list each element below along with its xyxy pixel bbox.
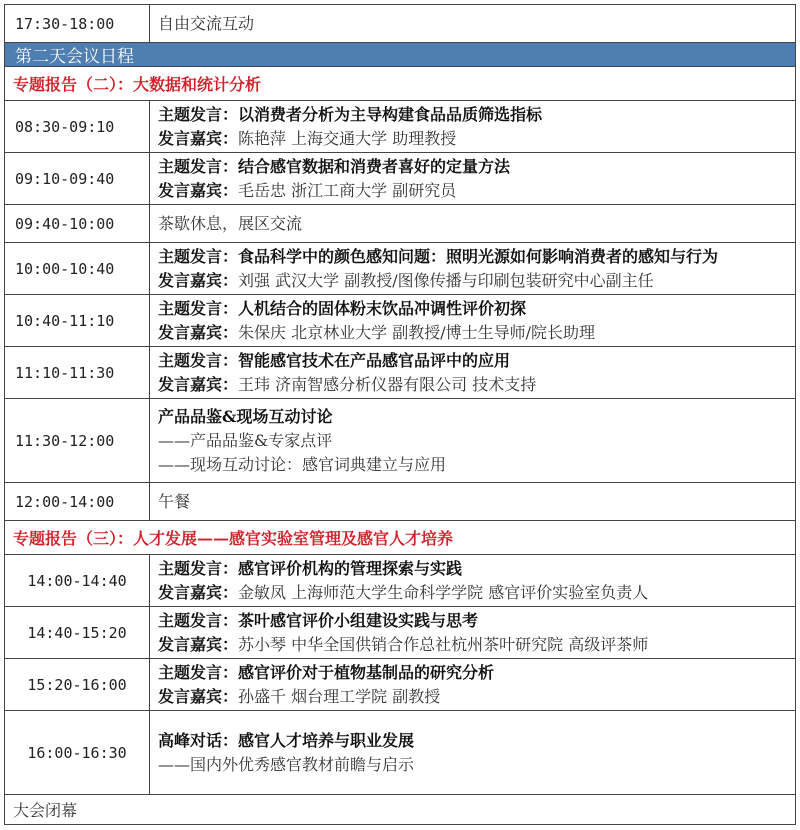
- topic-line: [158, 297, 795, 321]
- session-content: [149, 204, 796, 242]
- speaker-line: [158, 321, 795, 345]
- time-slot: 09:10-09:40: [4, 152, 149, 204]
- session-title: 产品品鉴&现场互动讨论: [158, 406, 333, 426]
- speaker-line: [158, 127, 795, 151]
- schedule-row: [4, 606, 796, 658]
- session-content: [149, 242, 796, 294]
- speaker-info: 金敏凤 上海师范大学生命科学学院 感官评价实验室负责人: [238, 582, 649, 602]
- speaker-label: 发言嘉宾：: [158, 180, 239, 200]
- section-title: 专题报告（三）：人才发展——感官实验室管理及感官人才培养: [4, 520, 796, 554]
- schedule-row: [4, 152, 796, 204]
- time-slot: 11:10-11:30: [4, 346, 149, 398]
- speaker-line: [158, 373, 795, 397]
- topic-line: [158, 661, 795, 685]
- schedule-row: [4, 100, 796, 152]
- session-content: [149, 554, 796, 606]
- day-header-row: [4, 42, 796, 66]
- time-slot: 12:00-14:00: [4, 482, 149, 520]
- time-slot: 08:30-09:10: [4, 100, 149, 152]
- topic-title: 食品科学中的颜色感知问题：照明光源如何影响消费者的感知与行为: [238, 246, 719, 266]
- session-subitem: ——产品品鉴&专家点评: [158, 430, 333, 450]
- speaker-info: 苏小琴 中华全国供销合作总社杭州茶叶研究院 高级评茶师: [238, 634, 649, 654]
- section-header-row: [4, 520, 796, 554]
- speaker-label: 发言嘉宾：: [158, 322, 239, 342]
- session-subitem: ——国内外优秀感官教材前瞻与启示: [158, 754, 415, 774]
- session-subitem: ——现场互动讨论：感官词典建立与应用: [158, 454, 447, 474]
- speaker-label: 发言嘉宾：: [158, 634, 239, 654]
- schedule-row: [4, 346, 796, 398]
- schedule-row: [4, 658, 796, 710]
- section-header-row: [4, 66, 796, 100]
- session-content: [149, 294, 796, 346]
- speaker-line: [158, 685, 795, 709]
- schedule-row: [4, 710, 796, 794]
- session-content: [149, 398, 796, 482]
- session-text: 午餐: [158, 491, 191, 511]
- topic-label: 主题发言：: [158, 246, 239, 266]
- speaker-label: 发言嘉宾：: [158, 270, 239, 290]
- topic-title: 人机结合的固体粉末饮品冲调性评价初探: [238, 298, 527, 318]
- table-bottom-border: [4, 824, 796, 825]
- schedule-row: [4, 204, 796, 242]
- time-slot: 10:00-10:40: [4, 242, 149, 294]
- speaker-info: 陈艳萍 上海交通大学 助理教授: [238, 128, 457, 148]
- section-title: 专题报告（二）：大数据和统计分析: [4, 66, 796, 100]
- time-slot: 15:20-16:00: [4, 658, 149, 710]
- topic-label: 主题发言：: [158, 662, 239, 682]
- time-slot: 16:00-16:30: [4, 710, 149, 794]
- topic-title: 感官评价机构的管理探索与实践: [238, 558, 463, 578]
- topic-line: [158, 103, 795, 127]
- topic-line: [158, 557, 795, 581]
- time-slot: 11:30-12:00: [4, 398, 149, 482]
- topic-title: 以消费者分析为主导构建食品品质筛选指标: [238, 104, 543, 124]
- session-content: [149, 606, 796, 658]
- speaker-info: 毛岳忠 浙江工商大学 副研究员: [238, 180, 457, 200]
- topic-line: [158, 609, 795, 633]
- session-title: 高峰对话：感官人才培养与职业发展: [158, 730, 415, 750]
- speaker-label: 发言嘉宾：: [158, 128, 239, 148]
- session-content: [149, 482, 796, 520]
- topic-title: 结合感官数据和消费者喜好的定量方法: [238, 156, 511, 176]
- session-text: 自由交流互动: [158, 13, 255, 33]
- topic-label: 主题发言：: [158, 350, 239, 370]
- time-slot: 10:40-11:10: [4, 294, 149, 346]
- topic-label: 主题发言：: [158, 104, 239, 124]
- topic-line: [158, 245, 795, 269]
- time-slot: 14:00-14:40: [4, 554, 149, 606]
- schedule-row: [4, 242, 796, 294]
- topic-title: 智能感官技术在产品感官品评中的应用: [238, 350, 511, 370]
- topic-label: 主题发言：: [158, 558, 239, 578]
- session-content: [149, 658, 796, 710]
- session-content: [149, 4, 796, 42]
- topic-label: 主题发言：: [158, 610, 239, 630]
- session-content: [149, 152, 796, 204]
- session-text: 茶歇休息，展区交流: [158, 213, 303, 233]
- topic-label: 主题发言：: [158, 156, 239, 176]
- session-content: [149, 346, 796, 398]
- topic-title: 茶叶感官评价小组建设实践与思考: [238, 610, 479, 630]
- topic-title: 感官评价对于植物基制品的研究分析: [238, 662, 495, 682]
- session-content: [149, 100, 796, 152]
- speaker-info: 孙盛千 烟台理工学院 副教授: [238, 686, 441, 706]
- schedule-row: [4, 398, 796, 482]
- topic-label: 主题发言：: [158, 298, 239, 318]
- speaker-line: [158, 633, 795, 657]
- speaker-info: 朱保庆 北京林业大学 副教授/博士生导师/院长助理: [238, 322, 595, 342]
- speaker-line: [158, 269, 795, 293]
- time-slot: 14:40-15:20: [4, 606, 149, 658]
- speaker-info: 王玮 济南智感分析仪器有限公司 技术支持: [238, 374, 537, 394]
- schedule-row: [4, 482, 796, 520]
- day-header: 第二天会议日程: [4, 42, 796, 66]
- closing-label: 大会闭幕: [4, 794, 796, 824]
- session-content: [149, 710, 796, 794]
- time-slot: 09:40-10:00: [4, 204, 149, 242]
- schedule-row: [4, 294, 796, 346]
- schedule-row: [4, 554, 796, 606]
- time-slot: 17:30-18:00: [4, 4, 149, 42]
- speaker-label: 发言嘉宾：: [158, 686, 239, 706]
- speaker-label: 发言嘉宾：: [158, 582, 239, 602]
- topic-line: [158, 349, 795, 373]
- schedule-row: [4, 4, 796, 42]
- speaker-info: 刘强 武汉大学 副教授/图像传播与印刷包装研究中心副主任: [238, 270, 654, 290]
- closing-row: [4, 794, 796, 824]
- speaker-line: [158, 179, 795, 203]
- topic-line: [158, 155, 795, 179]
- speaker-label: 发言嘉宾：: [158, 374, 239, 394]
- speaker-line: [158, 581, 795, 605]
